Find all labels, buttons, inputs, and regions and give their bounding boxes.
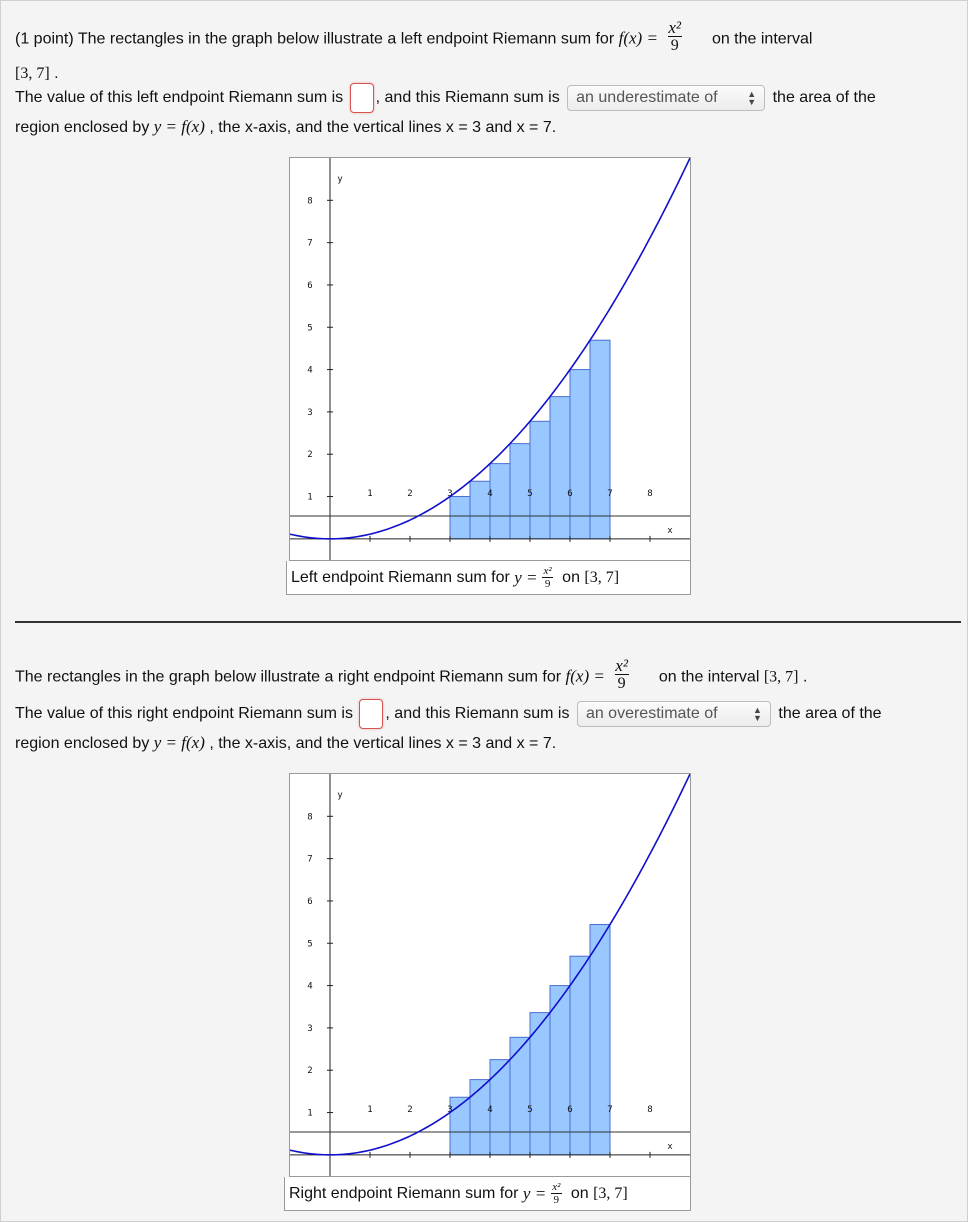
part1-value-line bbox=[15, 83, 876, 113]
part2-region-line bbox=[15, 733, 556, 753]
y-tick-label: 6 bbox=[307, 896, 313, 907]
part1-value-text: The value of this left endpoint Riemann sum is bbox=[15, 89, 344, 107]
left-caption-frac bbox=[542, 566, 554, 590]
riemann-bar bbox=[590, 340, 613, 539]
part2-select-value: an overestimate of bbox=[585, 705, 718, 722]
x-tick-label: 3 bbox=[447, 489, 453, 499]
part1-func-lhs: f(x) = bbox=[618, 28, 658, 48]
x-tick-label: 4 bbox=[487, 1105, 493, 1115]
y-tick-label: 8 bbox=[307, 196, 313, 207]
part2-on-interval: on the interval bbox=[658, 668, 760, 686]
right-caption-den: 9 bbox=[551, 1193, 563, 1206]
part2-estimate-select[interactable] bbox=[577, 701, 771, 727]
right-caption-on: on bbox=[570, 1184, 589, 1202]
part2-value-line bbox=[15, 699, 882, 729]
riemann-bar bbox=[510, 1037, 533, 1155]
right-riemann-graph bbox=[289, 773, 691, 1177]
part2-region-text: region enclosed by bbox=[15, 735, 150, 752]
x-tick-label: 8 bbox=[647, 489, 653, 499]
part1-select-value: an underestimate of bbox=[576, 89, 718, 106]
right-caption-interval: [3, 7] bbox=[593, 1184, 628, 1202]
left-caption-eq: y = bbox=[514, 567, 538, 587]
y-tick-label: 7 bbox=[307, 238, 313, 249]
x-tick-label: 7 bbox=[607, 489, 613, 499]
right-riemann-plot bbox=[290, 774, 690, 1176]
part1-interval-line bbox=[15, 65, 59, 83]
y-tick-label: 3 bbox=[307, 407, 313, 418]
y-tick-label: 8 bbox=[307, 812, 313, 823]
y-tick-label: 2 bbox=[307, 450, 313, 461]
updown-arrows-icon: ▲ ▼ bbox=[747, 89, 757, 107]
y-tick-label: 1 bbox=[307, 492, 313, 503]
part1-intro-line bbox=[15, 18, 813, 54]
y-tick-label: 7 bbox=[307, 854, 313, 865]
x-tick-label: 2 bbox=[407, 489, 413, 499]
part1-estimate-select[interactable] bbox=[567, 85, 765, 111]
right-caption-text: Right endpoint Riemann sum for bbox=[289, 1184, 519, 1202]
x-tick-label: 4 bbox=[487, 489, 493, 499]
part2-answer-input[interactable] bbox=[359, 699, 383, 729]
y-tick-label: 4 bbox=[307, 365, 313, 376]
x-tick-label: 7 bbox=[607, 1105, 613, 1115]
riemann-bar bbox=[550, 397, 573, 539]
part2-intro-line bbox=[15, 656, 808, 692]
part2-value-text: The value of this right endpoint Riemann sum is bbox=[15, 705, 353, 723]
x-tick-label: 6 bbox=[567, 489, 573, 499]
riemann-bar bbox=[490, 464, 510, 539]
x-axis-label: x bbox=[667, 525, 673, 536]
riemann-bar bbox=[530, 421, 550, 539]
part1-interval: [3, 7] bbox=[15, 65, 50, 82]
part2-region-eq: y = f(x) bbox=[153, 733, 205, 752]
x-axis-label: x bbox=[667, 1141, 673, 1152]
part2-region-rest: , the x-axis, and the vertical lines x = 3 and x = 7. bbox=[209, 735, 557, 752]
y-tick-label: 6 bbox=[307, 280, 313, 291]
updown-arrows-icon: ▲ ▼ bbox=[753, 705, 762, 723]
right-caption-num: x² bbox=[552, 1180, 561, 1193]
left-riemann-graph bbox=[289, 157, 691, 561]
part1-region-line bbox=[15, 117, 556, 137]
riemann-bar bbox=[490, 1060, 510, 1155]
y-tick-label: 1 bbox=[307, 1108, 313, 1119]
y-tick-label: 5 bbox=[307, 323, 313, 334]
left-caption-interval: [3, 7] bbox=[584, 568, 620, 586]
riemann-bar bbox=[550, 986, 573, 1155]
y-tick-label: 4 bbox=[307, 981, 313, 992]
left-riemann-plot bbox=[290, 158, 690, 560]
right-caption-frac bbox=[550, 1182, 562, 1206]
left-graph-caption bbox=[286, 561, 691, 595]
part1-on-interval: on the interval bbox=[711, 30, 813, 48]
left-caption-text: Left endpoint Riemann sum for bbox=[291, 568, 510, 586]
part1-intro: The rectangles in the graph below illustrate a left endpoint Riemann sum for bbox=[77, 30, 615, 48]
part1-func-den: 9 bbox=[668, 36, 682, 54]
riemann-bar bbox=[570, 370, 590, 539]
x-tick-label: 3 bbox=[447, 1105, 453, 1115]
right-caption-eq: y = bbox=[522, 1183, 547, 1203]
x-tick-label: 1 bbox=[367, 1105, 373, 1115]
x-tick-label: 1 bbox=[367, 489, 373, 499]
riemann-bar bbox=[590, 924, 613, 1154]
left-caption-on: on bbox=[562, 568, 580, 586]
part1-period: . bbox=[54, 65, 59, 82]
y-tick-label: 2 bbox=[307, 1066, 313, 1077]
part1-area-text: the area of the bbox=[772, 89, 876, 107]
part2-and-text: , and this Riemann sum is bbox=[385, 705, 570, 723]
riemann-bar bbox=[470, 1080, 493, 1155]
part2-period: . bbox=[802, 668, 808, 686]
part2-func-num: x² bbox=[615, 656, 628, 675]
part2-func-den: 9 bbox=[615, 674, 629, 692]
part1-and-text: , and this Riemann sum is bbox=[375, 89, 560, 107]
part1-region-text: region enclosed by bbox=[15, 119, 150, 136]
y-axis-label: y bbox=[337, 174, 343, 185]
x-tick-label: 2 bbox=[407, 1105, 413, 1115]
part1-answer-input[interactable] bbox=[350, 83, 374, 113]
x-tick-label: 6 bbox=[567, 1105, 573, 1115]
part2-func-frac bbox=[613, 657, 630, 692]
part1-func-frac bbox=[666, 19, 683, 54]
y-tick-label: 5 bbox=[307, 939, 313, 950]
y-tick-label: 3 bbox=[307, 1023, 313, 1034]
part1-region-rest: , the x-axis, and the vertical lines x = 3 and x = 7. bbox=[209, 119, 557, 136]
x-tick-label: 8 bbox=[647, 1105, 653, 1115]
part2-func-lhs: f(x) = bbox=[565, 666, 605, 686]
part2-intro: The rectangles in the graph below illustrate a right endpoint Riemann sum for bbox=[15, 668, 562, 686]
left-caption-den: 9 bbox=[542, 577, 554, 590]
part2-interval: [3, 7] bbox=[763, 668, 799, 686]
riemann-bar bbox=[570, 956, 590, 1155]
x-tick-label: 5 bbox=[527, 1105, 533, 1115]
part2-area-text: the area of the bbox=[778, 705, 882, 723]
part1-region-eq: y = f(x) bbox=[153, 117, 205, 136]
x-tick-label: 5 bbox=[527, 489, 533, 499]
point-label: (1 point) bbox=[15, 30, 74, 48]
right-graph-caption bbox=[284, 1177, 691, 1211]
part1-func-num: x² bbox=[668, 18, 682, 37]
left-caption-num: x² bbox=[543, 564, 552, 577]
y-axis-label: y bbox=[337, 790, 343, 801]
section-divider bbox=[15, 621, 961, 623]
riemann-bar bbox=[450, 497, 470, 539]
